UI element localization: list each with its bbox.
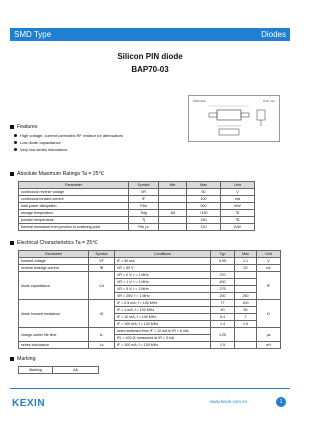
column-header: Typ	[211, 251, 235, 258]
table-cell: 1.1	[235, 258, 257, 265]
table-cell: IF = 10 mA; f = 100 MHz	[115, 314, 211, 321]
table-cell: rD	[89, 300, 115, 328]
feature-item: High voltage, current controlled RF resistor for attenuators	[14, 133, 123, 138]
table-cell: Marking	[19, 367, 53, 374]
footer-url[interactable]: www.kexin.com.cn	[210, 399, 248, 404]
table-cell: 0.95	[211, 258, 235, 265]
table-row	[19, 258, 281, 265]
table-cell	[159, 189, 187, 196]
bullet-dot-icon	[14, 141, 17, 144]
bullet-square-icon	[10, 172, 14, 176]
table-cell: 370	[211, 272, 235, 279]
column-header: Min	[159, 182, 187, 189]
table-cell: 120	[187, 224, 221, 231]
table-cell: RL = 100 Ω; measured at IR = 3 mA	[115, 335, 211, 342]
header-right: Diodes	[261, 30, 286, 39]
table-cell	[235, 342, 257, 349]
header-bar	[10, 28, 290, 41]
page-number-badge: 1	[276, 397, 286, 407]
table-cell: IF = 50 mA	[115, 258, 211, 265]
kexin-logo	[12, 396, 60, 408]
table-cell: nA	[257, 265, 281, 272]
part-number: BAP70-03	[131, 65, 169, 74]
table-cell: 500	[187, 203, 221, 210]
table-cell	[159, 196, 187, 203]
bullet-square-icon	[10, 125, 14, 129]
bullet-square-icon	[10, 241, 14, 245]
table-cell: total power dissipation	[19, 203, 129, 210]
table-cell: 50	[187, 189, 221, 196]
svg-text:KEXIN: KEXIN	[12, 398, 46, 408]
table-cell: A8	[53, 367, 99, 374]
column-header: Unit	[221, 182, 255, 189]
table-row	[19, 272, 281, 279]
table-cell: ℃	[221, 210, 255, 217]
feature-item: Low diode capacitance	[14, 140, 61, 145]
table-cell: τL	[89, 328, 115, 342]
table-cell: fF	[257, 272, 281, 300]
package-drawing	[188, 95, 280, 142]
table-cell: mA	[221, 196, 255, 203]
product-title: Silicon PIN diode	[117, 52, 183, 61]
table-cell: 100	[187, 196, 221, 203]
table-cell: IF = 1 mA; f = 100 MHz	[115, 307, 211, 314]
table-cell: diode capacitance	[19, 272, 89, 300]
table-cell: when switched from IF = 10 mA to IR = 6 mA;	[115, 328, 211, 335]
table-cell: charge carrier life time	[19, 328, 89, 342]
marking-table	[18, 366, 99, 374]
bullet-square-icon	[10, 357, 14, 361]
package-caption: SOD-323	[193, 99, 206, 103]
bullet-dot-icon	[14, 134, 17, 137]
table-cell: 5.4	[211, 314, 235, 321]
table-cell: diode forward resistance	[19, 300, 89, 328]
table-row	[19, 300, 281, 307]
table-cell: IF = 0.5 mA; f = 100 MHz	[115, 300, 211, 307]
table-row	[19, 265, 281, 272]
column-header: Conditions	[115, 251, 211, 258]
table-cell: VR = 1 V; f = 1 MHz	[115, 279, 211, 286]
table-cell: Ls	[89, 342, 115, 349]
table-cell: 1.4	[211, 321, 235, 328]
table-header-row	[19, 182, 255, 189]
table-cell: Tj	[129, 217, 159, 224]
table-cell: continuous reverse voltage	[19, 189, 129, 196]
table-row	[19, 210, 255, 217]
electrical-table	[18, 250, 281, 349]
table-cell	[159, 203, 187, 210]
table-cell: IF = 100 mA; f = 100 MHz	[115, 321, 211, 328]
table-cell: storage temperature	[19, 210, 129, 217]
table-cell: V	[257, 258, 281, 265]
table-row	[19, 328, 281, 335]
table-cell	[235, 279, 257, 286]
table-cell: forward voltage	[19, 258, 89, 265]
table-cell: 1.25	[211, 328, 235, 342]
table-cell: +150	[187, 210, 221, 217]
column-header: Max	[187, 182, 221, 189]
features-heading: Features	[10, 124, 37, 130]
table-cell: 50	[235, 307, 257, 314]
table-cell: 150	[187, 217, 221, 224]
table-row	[19, 217, 255, 224]
table-cell	[235, 272, 257, 279]
table-cell: IF = 100 mA; f = 100 MHz	[115, 342, 211, 349]
table-header-row	[19, 251, 281, 258]
column-header: Symbol	[89, 251, 115, 258]
footer-divider	[10, 388, 290, 389]
table-cell: 1.5	[211, 342, 235, 349]
table-cell: 275	[211, 286, 235, 293]
table-cell: 200	[211, 293, 235, 300]
marking-heading: Marking	[10, 356, 35, 362]
table-cell: thermal resistance from junction to soldering point	[19, 224, 129, 231]
abs-max-heading: Absolute Maximum Ratings Ta = 25℃	[10, 171, 104, 177]
table-cell: 250	[235, 293, 257, 300]
table-cell	[235, 328, 257, 342]
table-cell: VR = 5 V; f = 1 MHz	[115, 286, 211, 293]
table-cell: IR	[89, 265, 115, 272]
table-cell: VR = 50 V	[115, 265, 211, 272]
table-row	[19, 189, 255, 196]
table-cell: K/W	[221, 224, 255, 231]
table-row	[19, 342, 281, 349]
table-cell: 1.9	[235, 321, 257, 328]
table-cell: reverse leakage current	[19, 265, 89, 272]
table-cell	[159, 217, 187, 224]
unit-caption: Unit: mm	[263, 99, 275, 103]
column-header: Symbol	[129, 182, 159, 189]
table-cell: VF	[89, 258, 115, 265]
table-cell: 100	[235, 300, 257, 307]
table-cell: 77	[211, 300, 235, 307]
table-cell	[235, 286, 257, 293]
table-cell: V	[221, 189, 255, 196]
column-header: Parameter	[19, 182, 129, 189]
column-header: Max	[235, 251, 257, 258]
table-row	[19, 203, 255, 210]
feature-item: Very low series inductance.	[14, 147, 68, 152]
table-cell: Ptot	[129, 203, 159, 210]
table-cell: IF	[129, 196, 159, 203]
table-cell: series inductance	[19, 342, 89, 349]
column-header: Parameter	[19, 251, 89, 258]
table-cell: mW	[221, 203, 255, 210]
table-cell: ℃	[221, 217, 255, 224]
header-left: SMD Type	[14, 30, 52, 39]
table-cell: VR	[129, 189, 159, 196]
table-cell: junction temperature	[19, 217, 129, 224]
bullet-dot-icon	[14, 148, 17, 151]
table-row	[19, 367, 99, 374]
table-cell: 7	[235, 314, 257, 321]
table-row	[19, 224, 255, 231]
table-cell: Tstg	[129, 210, 159, 217]
table-cell: μs	[257, 328, 281, 342]
table-cell: VR = 0 V; f = 1 MHz	[115, 272, 211, 279]
package-outline	[189, 96, 279, 141]
table-cell: Rth j-s	[129, 224, 159, 231]
table-cell: nH	[257, 342, 281, 349]
table-row	[19, 196, 255, 203]
table-cell: continuous forward current	[19, 196, 129, 203]
table-cell	[211, 265, 235, 272]
table-cell: Cd	[89, 272, 115, 300]
table-cell: -65	[159, 210, 187, 217]
table-cell: 400	[211, 279, 235, 286]
table-cell: VR = 20V; f = 1 MHz	[115, 293, 211, 300]
table-cell: Ω	[257, 300, 281, 328]
table-cell	[159, 224, 187, 231]
table-cell: 20	[235, 265, 257, 272]
table-cell: 40	[211, 307, 235, 314]
column-header: Unit	[257, 251, 281, 258]
electrical-heading: Electrical Characteristics Ta = 25℃	[10, 240, 98, 246]
abs-max-table	[18, 181, 255, 231]
